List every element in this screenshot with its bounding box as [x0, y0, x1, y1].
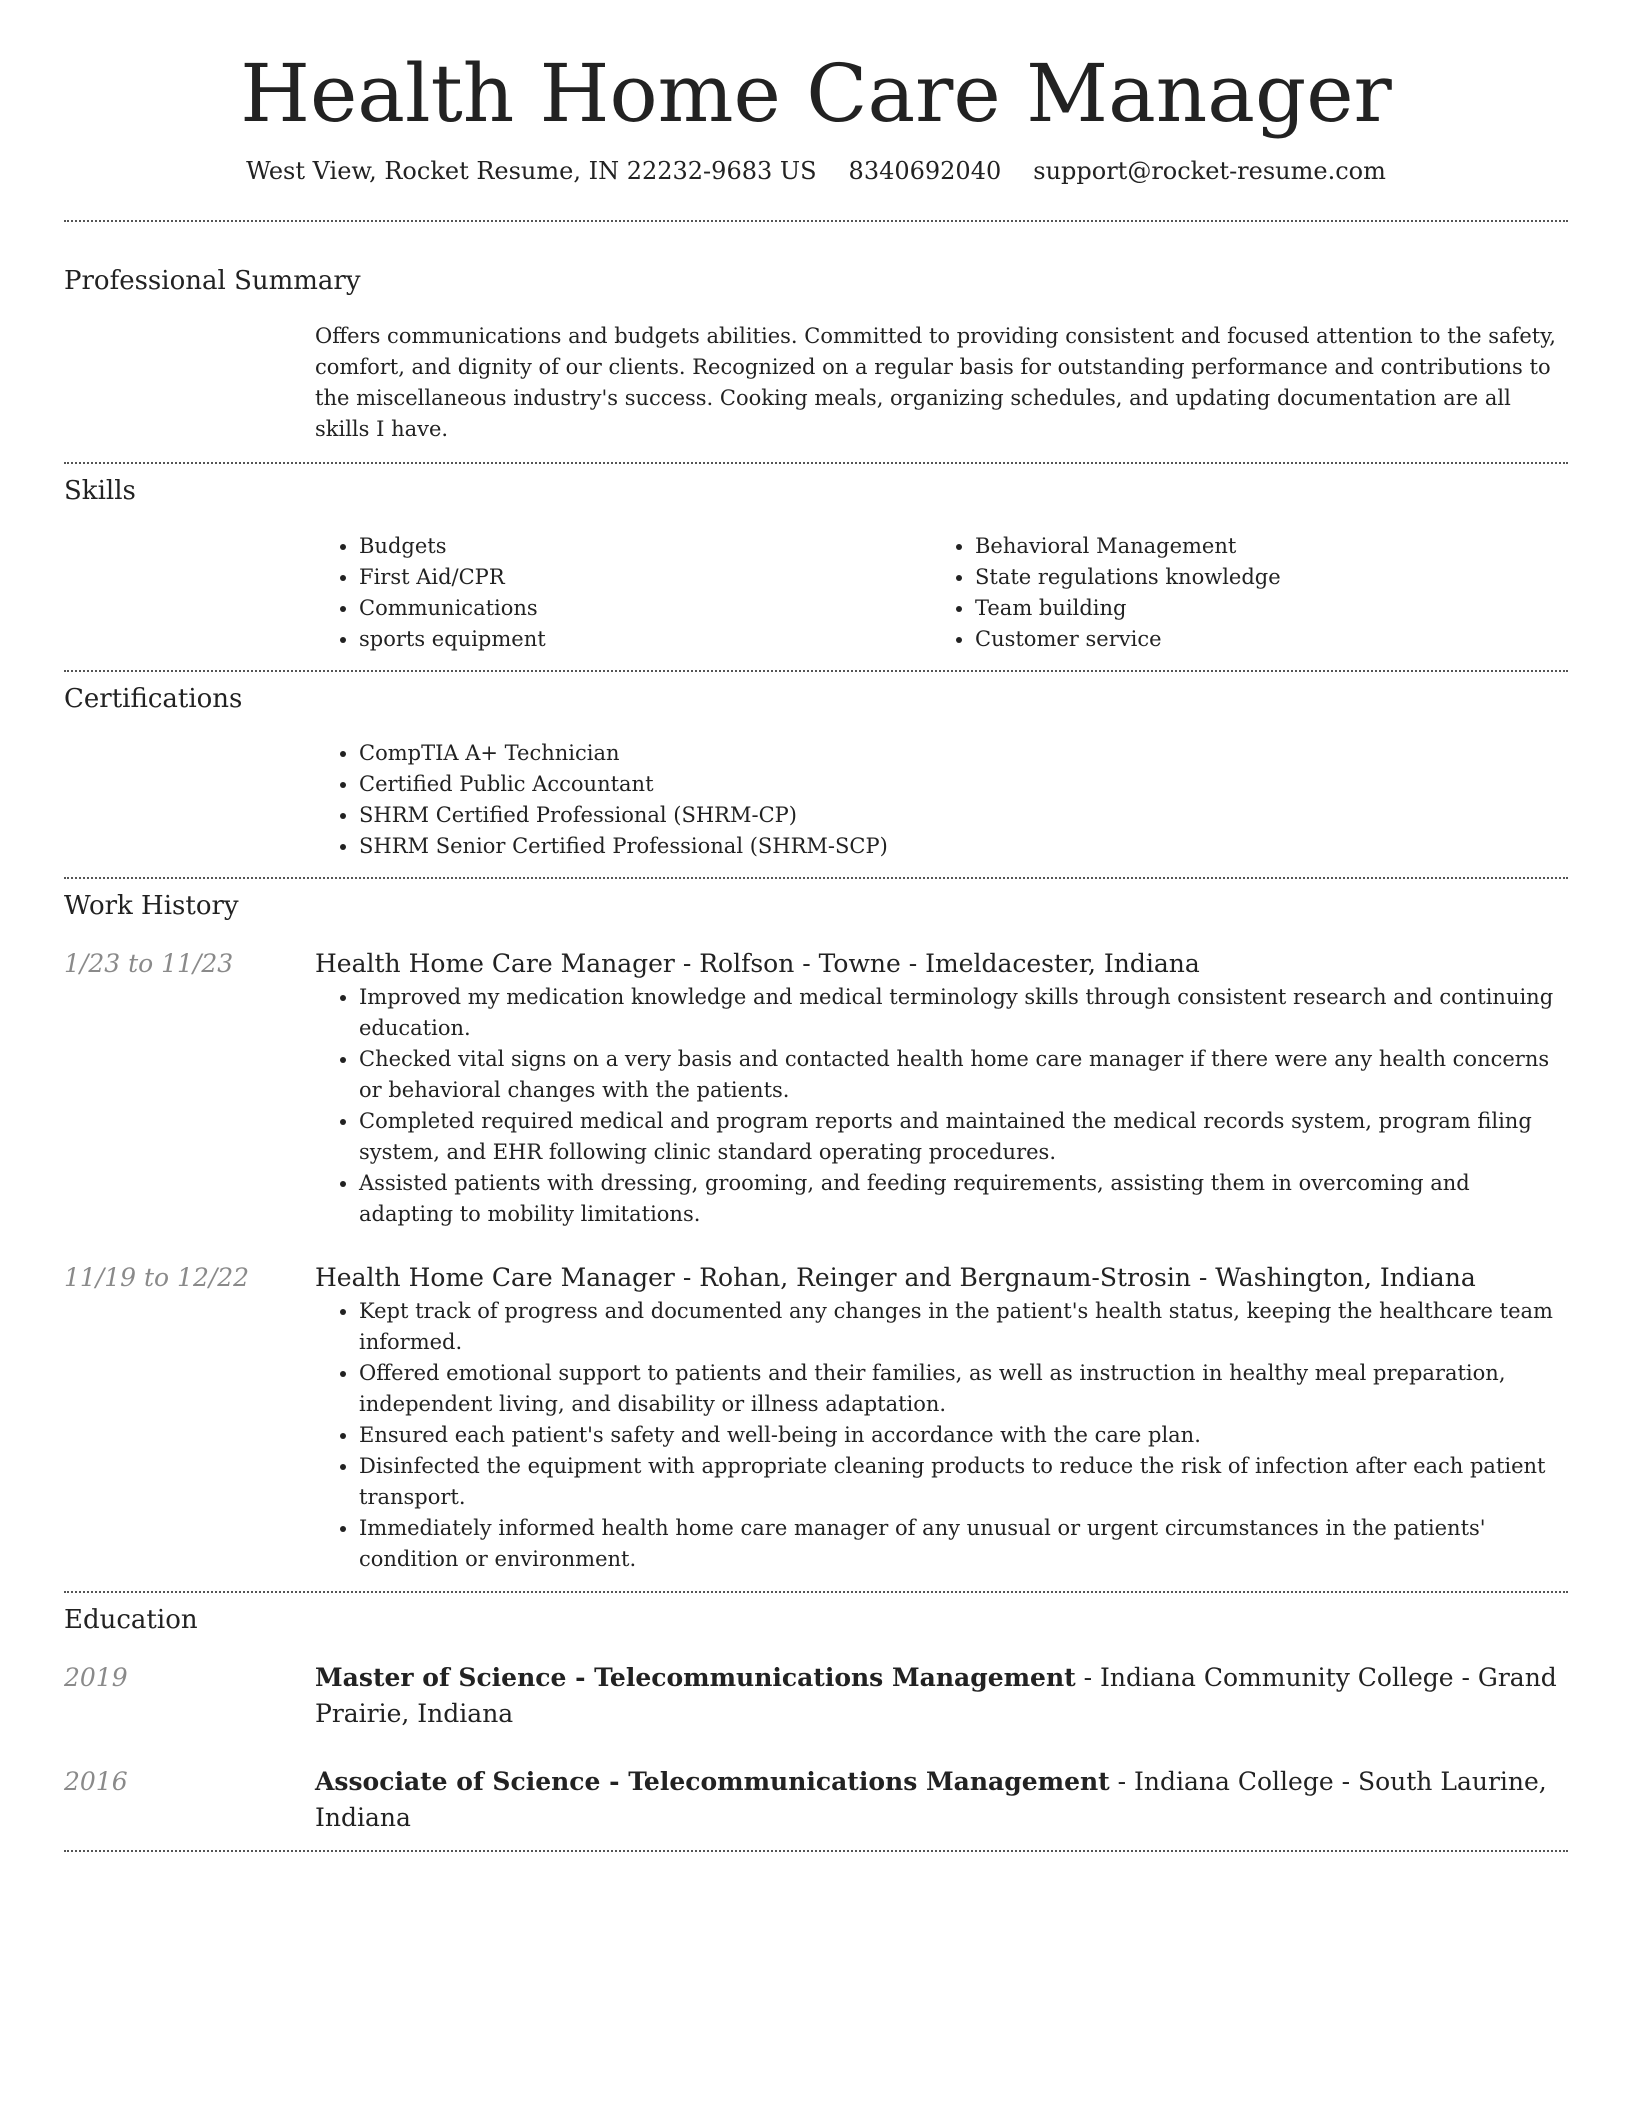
- job-bullet: • Assisted patients with dressing, grooming, and feeding requirements, assisting them in overcoming and adapting to mobility limitations.: [359, 1168, 1568, 1230]
- section-title-certifications: Certifications: [64, 683, 243, 714]
- skill-item: • Behavioral Management: [975, 531, 1568, 562]
- skill-item: • Team building: [975, 593, 1568, 624]
- education-details: [315, 1764, 1568, 1836]
- education-year: 2019: [64, 1663, 128, 1693]
- job-bullet: • Checked vital signs on a very basis and contacted health home care manager if there were any health concerns or behavioral changes with the patients.: [359, 1044, 1568, 1106]
- section-title-skills: Skills: [64, 476, 136, 507]
- skills-body: [315, 531, 1568, 655]
- certifications-body: [315, 738, 1568, 862]
- section-certifications: [64, 672, 1568, 877]
- summary-body: [315, 321, 1568, 445]
- education-entry: [64, 1764, 1568, 1836]
- summary-text: Offers communications and budgets abilities. Committed to providing consistent and focused attention to the safety, comfort, and dignity of our clients. Recognized on a regular basis for outstanding performance and contributions to the miscellaneous industry's success. Cooking meals, organizing schedules, and updating documentation are all skills I have.: [315, 324, 1556, 442]
- resume-header: [64, 0, 1568, 187]
- skill-item: • sports equipment: [359, 624, 931, 655]
- education-degree: Master of Science - Telecommunications Management: [315, 1663, 1076, 1693]
- job-details: [315, 1260, 1568, 1575]
- skills-grid: [315, 531, 1568, 655]
- contact-address: West View, Rocket Resume, IN 22232-9683 US: [246, 157, 817, 185]
- education-title: [315, 1764, 1568, 1836]
- certification-item: • Certified Public Accountant: [359, 769, 1568, 800]
- certification-item: • SHRM Senior Certified Professional (SHRM-SCP): [359, 831, 1568, 862]
- job-bullet: • Improved my medication knowledge and medical terminology skills through consistent research and continuing education.: [359, 982, 1568, 1044]
- job-dates: 11/19 to 12/22: [64, 1262, 250, 1292]
- skill-item: • Customer service: [975, 624, 1568, 655]
- skill-item: • State regulations knowledge: [975, 562, 1568, 593]
- job-title: Health Home Care Manager - Rohan, Reinger and Bergnaum-Strosin - Washington, Indiana: [315, 1262, 1476, 1292]
- job-bullet: • Offered emotional support to patients and their families, as well as instruction in healthy meal preparation, independent living, and disability or illness adaptation.: [359, 1358, 1568, 1420]
- education-year: 2016: [64, 1767, 128, 1797]
- job-dates: 1/23 to 11/23: [64, 948, 234, 978]
- job-bullet: • Kept track of progress and documented any changes in the patient's health status, keeping the healthcare team informed.: [359, 1296, 1568, 1358]
- job-title: Health Home Care Manager - Rolfson - Towne - Imeldacester, Indiana: [315, 948, 1200, 978]
- skill-item: • First Aid/CPR: [359, 562, 931, 593]
- certifications-list: [315, 738, 1568, 862]
- section-summary: [64, 222, 1568, 462]
- certification-item: • SHRM Certified Professional (SHRM-CP): [359, 800, 1568, 831]
- section-title-education: Education: [64, 1604, 198, 1635]
- education-school: - Indiana College - South Laurine, Indiana: [315, 1767, 1547, 1833]
- certification-item: • CompTIA A+ Technician: [359, 738, 1568, 769]
- divider: [64, 1850, 1568, 1852]
- contact-info: [64, 156, 1568, 187]
- education-school: - Indiana Community College - Grand Prairie, Indiana: [315, 1663, 1557, 1729]
- job-bullets: [315, 982, 1568, 1230]
- skill-item: • Budgets: [359, 531, 931, 562]
- skills-list-right: [931, 531, 1568, 655]
- contact-phone: 8340692040: [848, 157, 1002, 185]
- candidate-name: Health Home Care Manager: [240, 47, 1392, 140]
- job-bullet: • Disinfected the equipment with appropriate cleaning products to reduce the risk of infection after each patient transport.: [359, 1451, 1568, 1513]
- skill-item: • Communications: [359, 593, 931, 624]
- job-bullet: • Completed required medical and program reports and maintained the medical records system, program filing system, and EHR following clinic standard operating procedures.: [359, 1106, 1568, 1168]
- education-entry: [64, 1660, 1568, 1732]
- job-bullets: [315, 1296, 1568, 1575]
- job-entry: [64, 1260, 1568, 1575]
- education-details: [315, 1660, 1568, 1732]
- contact-email: support@rocket-resume.com: [1033, 157, 1386, 185]
- job-entry: [64, 946, 1568, 1230]
- section-title-summary: Professional Summary: [64, 266, 361, 297]
- education-title: [315, 1660, 1568, 1732]
- section-work-history: [64, 879, 1568, 1591]
- job-bullet: • Immediately informed health home care manager of any unusual or urgent circumstances in the patients' condition or environment.: [359, 1513, 1568, 1575]
- education-degree: Associate of Science - Telecommunications Management: [315, 1767, 1110, 1797]
- section-title-work-history: Work History: [64, 890, 239, 921]
- job-bullet: • Ensured each patient's safety and well-being in accordance with the care plan.: [359, 1420, 1568, 1451]
- section-skills: [64, 464, 1568, 669]
- section-education: [64, 1593, 1568, 1850]
- skills-list-left: [315, 531, 931, 655]
- job-details: [315, 946, 1568, 1230]
